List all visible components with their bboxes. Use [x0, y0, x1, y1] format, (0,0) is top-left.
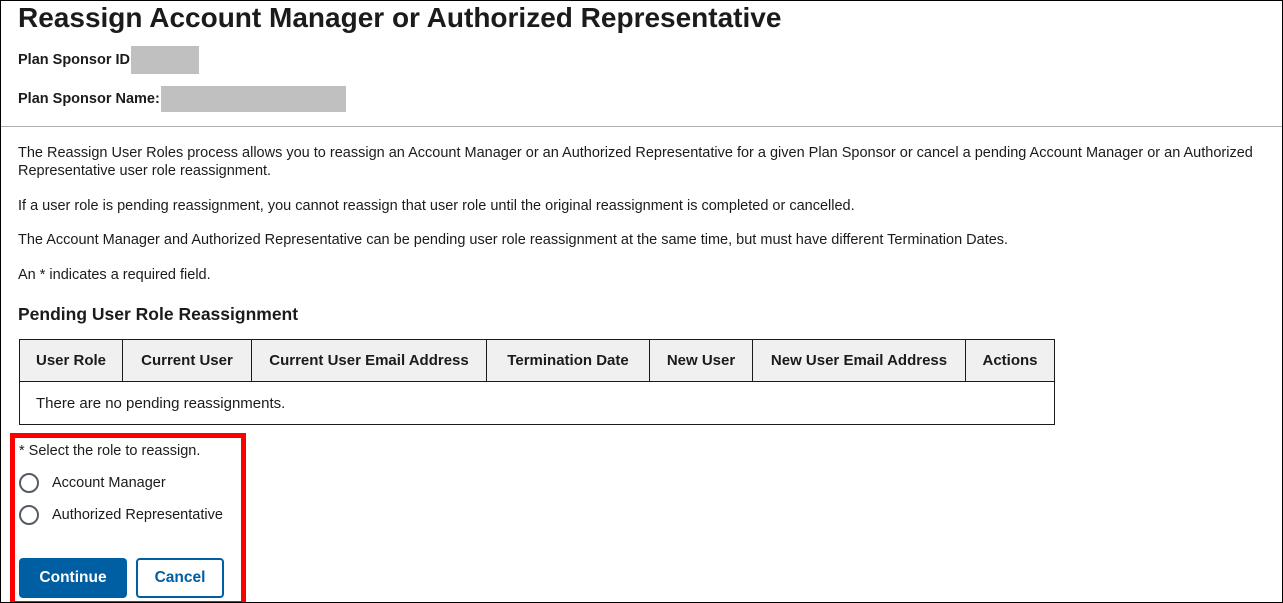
- plan-sponsor-name-label: Plan Sponsor Name:: [18, 91, 160, 107]
- column-header-termination-date: Termination Date: [487, 340, 650, 382]
- pending-reassignment-table: [19, 339, 1055, 425]
- empty-table-message: There are no pending reassignments.: [20, 382, 1055, 425]
- column-header-actions: Actions: [966, 340, 1055, 382]
- page-title: Reassign Account Manager or Authorized Representative: [18, 2, 782, 33]
- required-field-note: An * indicates a required field.: [18, 267, 211, 283]
- intro-paragraph-termination: The Account Manager and Authorized Representative can be pending user role reassignment at the same time, but must have different Termination Dates.: [18, 232, 1009, 248]
- intro-paragraph-process: The Reassign User Roles process allows you to reassign an Account Manager or an Authorized Representative for a given Plan Sponsor or cancel a pending Account Manager or an Authorized Representative user role reassignment.: [18, 145, 1253, 179]
- column-header-new-user-email: New User Email Address: [753, 340, 966, 382]
- plan-sponsor-id-label: Plan Sponsor ID: [18, 52, 130, 68]
- pending-reassignment-heading: Pending User Role Reassignment: [18, 304, 299, 324]
- continue-button[interactable]: Continue: [19, 558, 127, 598]
- radio-account-manager-label[interactable]: Account Manager: [52, 475, 166, 491]
- cancel-button[interactable]: Cancel: [136, 558, 224, 598]
- section-divider: [1, 126, 1282, 127]
- radio-circle-icon[interactable]: [19, 505, 39, 525]
- column-header-user-role: User Role: [20, 340, 123, 382]
- column-header-current-user-email: Current User Email Address: [252, 340, 487, 382]
- radio-authorized-representative[interactable]: [19, 505, 223, 525]
- role-select-prompt: * Select the role to reassign.: [19, 443, 201, 459]
- table-row: [20, 382, 1055, 425]
- plan-sponsor-id-redacted-value: [131, 46, 199, 74]
- radio-circle-icon[interactable]: [19, 473, 39, 493]
- plan-sponsor-name-row: [18, 86, 346, 112]
- radio-account-manager[interactable]: [19, 473, 166, 493]
- plan-sponsor-id-row: [18, 45, 199, 75]
- radio-authorized-representative-label[interactable]: Authorized Representative: [52, 507, 223, 523]
- table-header-row: [20, 340, 1055, 382]
- column-header-new-user: New User: [650, 340, 753, 382]
- plan-sponsor-name-redacted-value: [161, 86, 346, 112]
- column-header-current-user: Current User: [123, 340, 252, 382]
- intro-paragraph-pending: If a user role is pending reassignment, you cannot reassign that user role until the original reassignment is completed or cancelled.: [18, 198, 855, 214]
